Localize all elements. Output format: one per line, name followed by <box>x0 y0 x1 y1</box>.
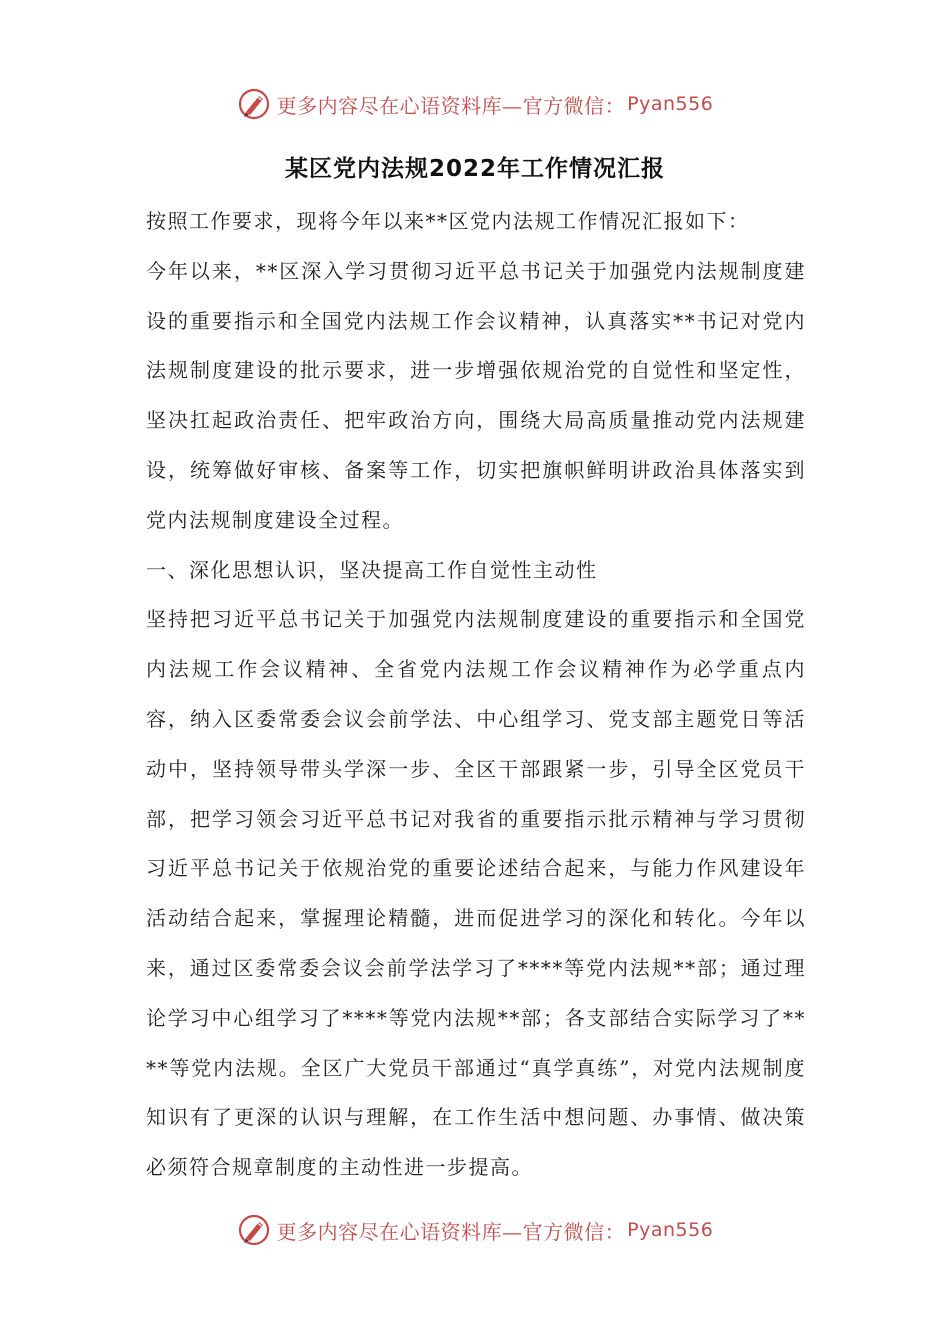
header-watermark <box>0 82 950 126</box>
document-title: 某区党内法规2022年工作情况汇报 <box>284 156 665 182</box>
watermark-text: 更多内容尽在心语资料库—官方微信： <box>276 1219 626 1244</box>
footer-watermark <box>0 1208 950 1252</box>
intro-paragraph: 按照工作要求，现将今年以来**区党内法规工作情况汇报如下： <box>146 209 750 233</box>
pen-logo-icon <box>237 87 271 121</box>
watermark-text: 更多内容尽在心语资料库—官方微信： <box>276 93 626 118</box>
pen-logo-icon <box>237 1213 271 1247</box>
watermark-wechat-id: Pyan556 <box>627 93 714 115</box>
summary-paragraph: 今年以来，**区深入学习贯彻习近平总书记关于加强党内法规制度建设的重要指示和全国党内法规工作会议精神，认真落实**书记对党内法规制度建设的批示要求，进一步增强依规治党的自觉性和坚定性，坚决扛起政治责任、把牢政治方向，围绕大局高质量推动党内法规建设，统筹做好审核、备案等工作，切实把旗帜鲜明讲政治具体落实到党内法规制度建设全过程。 <box>146 258 806 532</box>
watermark-wechat-id: Pyan556 <box>627 1219 714 1241</box>
document-body <box>146 197 806 1193</box>
section-body-paragraph: 坚持把习近平总书记关于加强党内法规制度建设的重要指示和全国党内法规工作会议精神、全省党内法规工作会议精神作为必学重点内容，纳入区委常委会议会前学法、中心组学习、党支部主题党日等活动中，坚持领导带头学深一步、全区干部跟紧一步，引导全区党员干部，把学习领会习近平总书记对我省的重要指示批示精神与学习贯彻习近平总书记关于依规治党的重要论述结合起来，与能力作风建设年活动结合起来，掌握理论精髓，进而促进学习的深化和转化。今年以来，通过区委常委会议会前学法学习了****等党内法规**部；通过理论学习中心组学习了****等党内法规**部；各支部结合实际学习了****等党内法规。全区广大党员干部通过“真学真练”，对党内法规制度知识有了更深的认识与理解，在工作生活中想问题、办事情、做决策必须符合规章制度的主动性进一步提高。 <box>146 607 806 1180</box>
section-heading: 一、深化思想认识，坚决提高工作自觉性主动性 <box>146 557 598 582</box>
